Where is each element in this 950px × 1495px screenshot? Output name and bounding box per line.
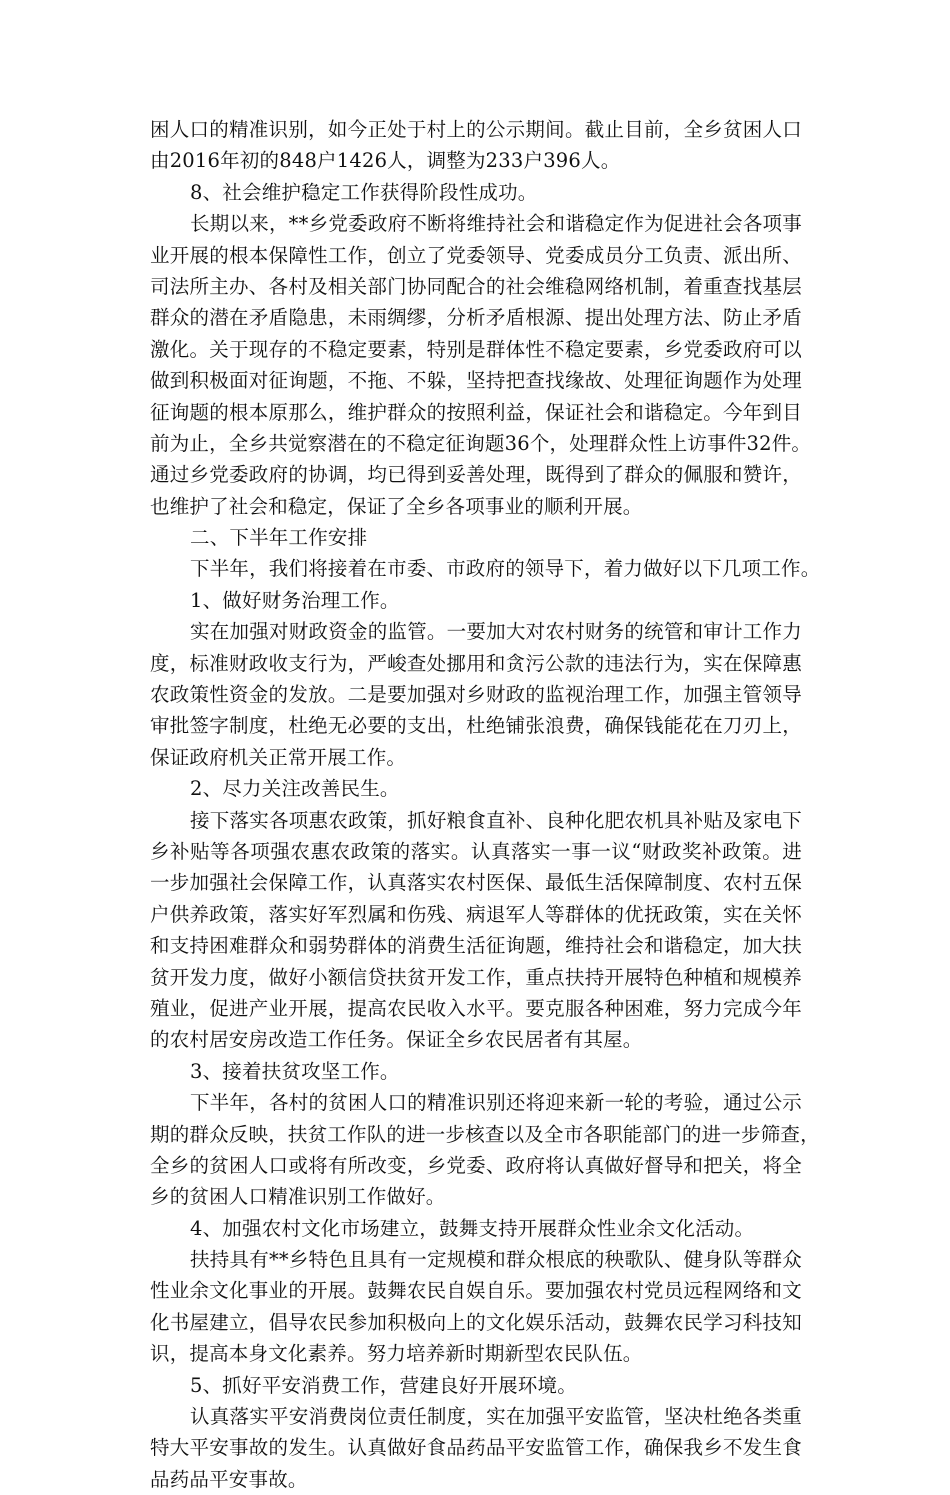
- text-line: 特大平安事故的发生。认真做好食品药品平安监管工作，确保我乡不发生食: [150, 1436, 802, 1460]
- text-line: 由2016年初的848户1426人，调整为233户396人。: [150, 149, 621, 173]
- text-line: 期的群众反映，扶贫工作队的进一步核查以及全市各职能部门的进一步筛查，: [150, 1122, 820, 1146]
- text-line: 乡补贴等各项强农惠农政策的落实。认真落实一事一议“财政奖补政策。进: [150, 839, 802, 863]
- text-line: 业开展的根本保障性工作，创立了党委领导、党委成员分工负责、派出所、: [150, 243, 802, 267]
- text-line: 审批签字制度，杜绝无必要的支出，杜绝铺张浪费，确保钱能花在刀刃上，: [150, 714, 802, 738]
- text-line: 品药品平安事故。: [150, 1467, 308, 1491]
- text-line: 性业余文化事业的开展。鼓舞农民自娱自乐。要加强农村党员远程网络和文: [150, 1279, 802, 1303]
- text-line: 8、社会维护稳定工作获得阶段性成功。: [190, 180, 538, 204]
- text-line: 群众的潜在矛盾隐患，未雨绸缪，分析矛盾根源、提出处理方法、防止矛盾: [150, 306, 802, 330]
- text-line: 也维护了社会和稳定，保证了全乡各项事业的顺利开展。: [150, 494, 643, 518]
- text-line: 前为止，全乡共觉察潜在的不稳定征询题36个，处理群众性上访事件32件。: [150, 431, 812, 455]
- text-line: 乡的贫困人口精准识别工作做好。: [150, 1185, 446, 1209]
- text-line: 农政策性资金的发放。二是要加强对乡财政的监视治理工作，加强主管领导: [150, 683, 802, 707]
- text-line: 2、尽力关注改善民生。: [190, 777, 400, 801]
- text-line: 1、做好财务治理工作。: [190, 588, 400, 612]
- text-line: 5、抓好平安消费工作，营建良好开展环境。: [190, 1373, 577, 1397]
- text-line: 扶持具有**乡特色且具有一定规模和群众根底的秧歌队、健身队等群众: [190, 1248, 802, 1272]
- text-line: 接下落实各项惠农政策，抓好粮食直补、良种化肥农机具补贴及家电下: [190, 808, 802, 832]
- text-line: 通过乡党委政府的协调，均已得到妥善处理，既得到了群众的佩服和赞许，: [150, 463, 802, 487]
- text-line: 的农村居安房改造工作任务。保证全乡农民居者有其屋。: [150, 1028, 643, 1052]
- text-line: 长期以来，**乡党委政府不断将维持社会和谐稳定作为促进社会各项事: [190, 212, 802, 236]
- text-line: 司法所主办、各村及相关部门协同配合的社会维稳网络机制，着重查找基层: [150, 274, 802, 298]
- text-line: 全乡的贫困人口或将有所改变，乡党委、政府将认真做好督导和把关，将全: [150, 1153, 802, 1177]
- text-line: 和支持困难群众和弱势群体的消费生活征询题，维持社会和谐稳定，加大扶: [150, 934, 802, 958]
- text-line: 贫开发力度，做好小额信贷扶贫开发工作，重点扶持开展特色种植和规模养: [150, 965, 802, 989]
- text-line: 保证政府机关正常开展工作。: [150, 745, 407, 769]
- text-line: 度，标准财政收支行为，严峻查处挪用和贪污公款的违法行为，实在保障惠: [150, 651, 802, 675]
- text-line: 下半年，各村的贫困人口的精准识别还将迎来新一轮的考验，通过公示: [190, 1091, 802, 1115]
- text-line: 做到积极面对征询题，不拖、不躲，坚持把查找缘故、处理征询题作为处理: [150, 369, 802, 393]
- text-line: 3、接着扶贫攻坚工作。: [190, 1059, 400, 1083]
- text-line: 二、下半年工作安排: [190, 526, 368, 550]
- document-body: [150, 114, 821, 1495]
- text-line: 4、加强农村文化市场建立，鼓舞支持开展群众性业余文化活动。: [190, 1216, 755, 1240]
- text-line: 认真落实平安消费岗位责任制度，实在加强平安监管，坚决杜绝各类重: [190, 1405, 802, 1429]
- text-line: 困人口的精准识别，如今正处于村上的公示期间。截止目前，全乡贫困人口: [150, 118, 802, 141]
- text-line: 识，提高本身文化素养。努力培养新时期新型农民队伍。: [150, 1342, 643, 1366]
- text-line: 一步加强社会保障工作，认真落实农村医保、最低生活保障制度、农村五保: [150, 871, 802, 895]
- text-line: 下半年，我们将接着在市委、市政府的领导下，着力做好以下几项工作。: [190, 557, 821, 581]
- text-line: 征询题的根本原那么，维护群众的按照利益，保证社会和谐稳定。今年到目: [150, 400, 802, 424]
- text-line: 激化。关于现存的不稳定要素，特别是群体性不稳定要素，乡党委政府可以: [150, 337, 802, 361]
- text-line: 实在加强对财政资金的监管。一要加大对农村财务的统管和审计工作力: [190, 620, 802, 644]
- text-line: 殖业，促进产业开展，提高农民收入水平。要克服各种困难，努力完成今年: [150, 996, 802, 1020]
- text-line: 户供养政策，落实好军烈属和伤残、病退军人等群体的优抚政策，实在关怀: [150, 902, 802, 926]
- text-line: 化书屋建立，倡导农民参加积极向上的文化娱乐活动，鼓舞农民学习科技知: [150, 1310, 802, 1334]
